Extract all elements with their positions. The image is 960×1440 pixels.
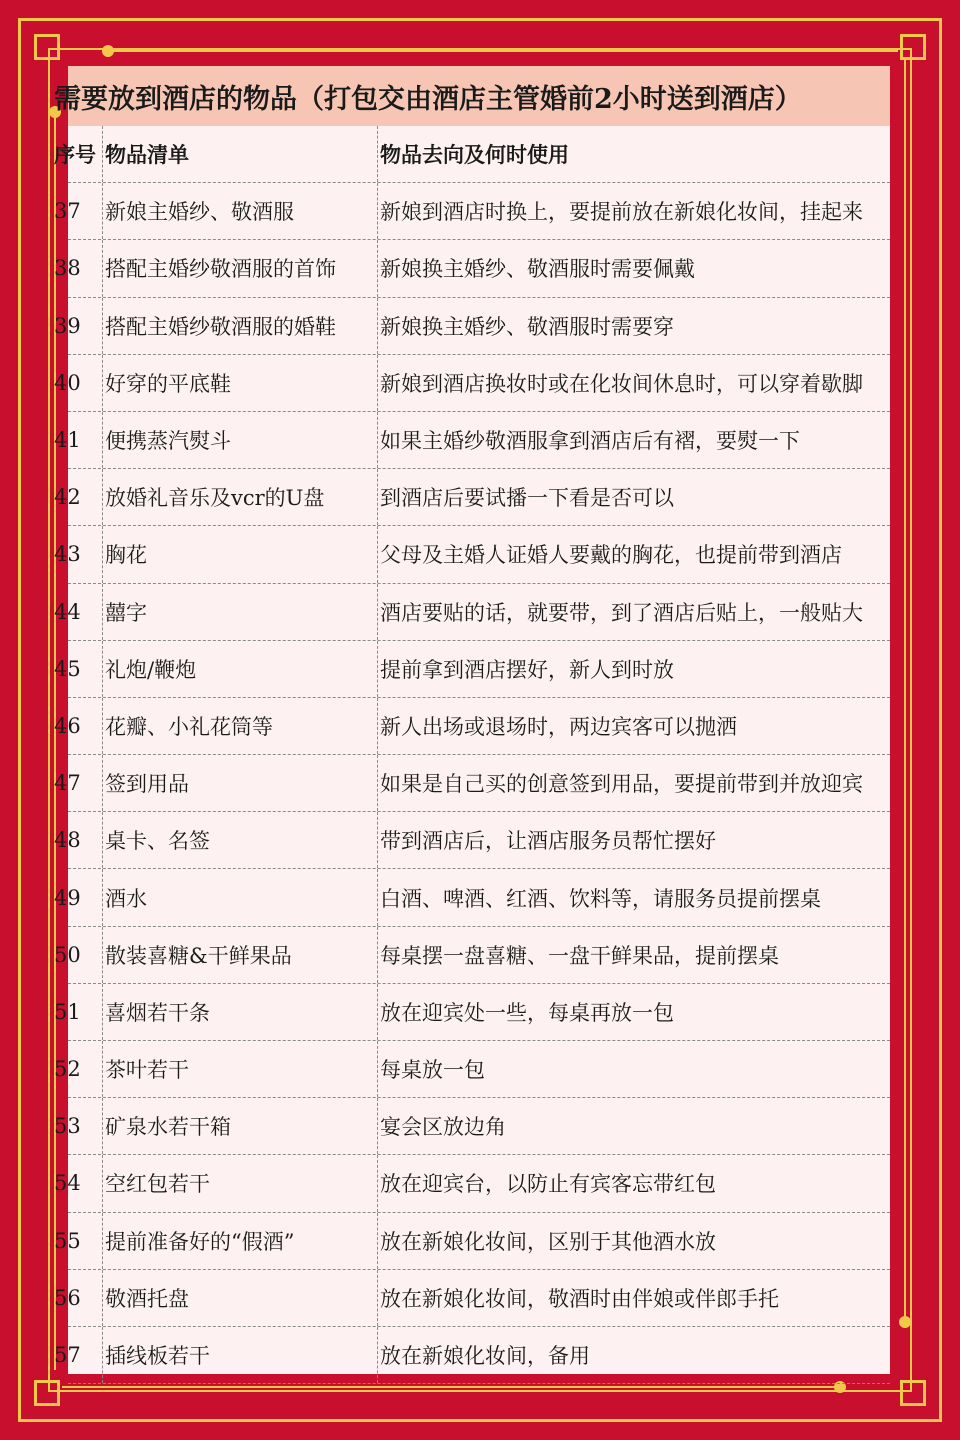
item-usage: 放在迎宾处一些，每桌再放一包 xyxy=(377,984,893,1040)
title-bar xyxy=(54,66,890,126)
item-usage: 放在新娘化妆间，敬酒时由伴娘或伴郎手托 xyxy=(377,1270,893,1326)
table-row xyxy=(54,469,890,526)
item-name: 礼炮/鞭炮 xyxy=(102,641,377,697)
item-usage: 宴会区放边角 xyxy=(377,1098,893,1154)
table-row xyxy=(54,984,890,1041)
table-row xyxy=(54,812,890,869)
row-number: 49 xyxy=(54,885,81,910)
item-usage: 到酒店后要试播一下看是否可以 xyxy=(377,469,893,525)
table-row xyxy=(54,1041,890,1098)
header-num: 序号 xyxy=(54,143,96,168)
item-usage: 带到酒店后，让酒店服务员帮忙摆好 xyxy=(377,812,893,868)
table-row xyxy=(54,869,890,926)
item-usage: 每桌放一包 xyxy=(377,1041,893,1097)
row-number: 39 xyxy=(54,313,81,338)
bottom-gold-line xyxy=(62,1386,842,1388)
item-usage: 如果主婚纱敬酒服拿到酒店后有褶，要熨一下 xyxy=(377,412,893,468)
table-row xyxy=(54,298,890,355)
corner-ornament xyxy=(34,34,60,60)
row-number: 50 xyxy=(54,942,81,967)
page-title: 需要放到酒店的物品（打包交由酒店主管婚前2小时送到酒店） xyxy=(54,83,802,115)
row-number: 51 xyxy=(54,999,81,1024)
row-number: 37 xyxy=(54,199,81,224)
item-usage: 提前拿到酒店摆好，新人到时放 xyxy=(377,641,893,697)
item-name: 新娘主婚纱、敬酒服 xyxy=(102,183,377,239)
item-name: 好穿的平底鞋 xyxy=(102,355,377,411)
table-header xyxy=(54,126,890,183)
item-name: 提前准备好的“假酒” xyxy=(102,1213,377,1269)
item-name: 放婚礼音乐及vcr的U盘 xyxy=(102,469,377,525)
header-use: 物品去向及何时使用 xyxy=(377,126,893,182)
item-name: 桌卡、名签 xyxy=(102,812,377,868)
checklist-sheet xyxy=(54,66,890,1374)
table-row xyxy=(54,755,890,812)
item-name: 酒水 xyxy=(102,869,377,925)
item-name: 便携蒸汽熨斗 xyxy=(102,412,377,468)
table-row xyxy=(54,1327,890,1384)
table-row xyxy=(54,412,890,469)
header-item: 物品清单 xyxy=(102,126,377,182)
item-name: 喜烟若干条 xyxy=(102,984,377,1040)
table-row xyxy=(54,1213,890,1270)
row-number: 52 xyxy=(54,1057,81,1082)
items-table xyxy=(54,126,890,1384)
table-row xyxy=(54,183,890,240)
table-row xyxy=(54,1155,890,1212)
corner-ornament xyxy=(900,1380,926,1406)
item-name: 签到用品 xyxy=(102,755,377,811)
item-usage: 新娘换主婚纱、敬酒服时需要穿 xyxy=(377,298,893,354)
table-row xyxy=(54,1098,890,1155)
row-number: 43 xyxy=(54,542,81,567)
row-number: 46 xyxy=(54,713,81,738)
item-usage: 酒店要贴的话，就要带，到了酒店后贴上，一般贴大 xyxy=(377,584,893,640)
item-usage: 新娘换主婚纱、敬酒服时需要佩戴 xyxy=(377,240,893,296)
item-usage: 新人出场或退场时，两边宾客可以抛洒 xyxy=(377,698,893,754)
table-row xyxy=(54,1270,890,1327)
row-number: 55 xyxy=(54,1228,81,1253)
item-name: 矿泉水若干箱 xyxy=(102,1098,377,1154)
corner-ornament xyxy=(900,34,926,60)
table-row xyxy=(54,698,890,755)
item-usage: 白酒、啤酒、红酒、饮料等，请服务员提前摆桌 xyxy=(377,869,893,925)
item-usage: 每桌摆一盘喜糖、一盘干鲜果品，提前摆桌 xyxy=(377,927,893,983)
gold-dot xyxy=(899,1316,911,1328)
item-name: 插线板若干 xyxy=(102,1327,377,1383)
row-number: 53 xyxy=(54,1114,81,1139)
item-name: 敬酒托盘 xyxy=(102,1270,377,1326)
item-name: 散装喜糖&干鲜果品 xyxy=(102,927,377,983)
table-row xyxy=(54,355,890,412)
row-number: 44 xyxy=(54,599,81,624)
top-gold-line xyxy=(108,50,898,52)
item-name: 茶叶若干 xyxy=(102,1041,377,1097)
item-usage: 新娘到酒店时换上，要提前放在新娘化妆间，挂起来 xyxy=(377,183,893,239)
row-number: 54 xyxy=(54,1171,81,1196)
gold-dot xyxy=(102,45,114,57)
row-number: 40 xyxy=(54,370,81,395)
row-number: 38 xyxy=(54,256,81,281)
item-usage: 放在迎宾台，以防止有宾客忘带红包 xyxy=(377,1155,893,1211)
item-usage: 父母及主婚人证婚人要戴的胸花，也提前带到酒店 xyxy=(377,526,893,582)
item-name: 空红包若干 xyxy=(102,1155,377,1211)
table-row xyxy=(54,584,890,641)
item-name: 搭配主婚纱敬酒服的首饰 xyxy=(102,240,377,296)
table-row xyxy=(54,526,890,583)
item-usage: 放在新娘化妆间，区别于其他酒水放 xyxy=(377,1213,893,1269)
item-name: 囍字 xyxy=(102,584,377,640)
item-name: 花瓣、小礼花筒等 xyxy=(102,698,377,754)
row-number: 41 xyxy=(54,428,81,453)
item-name: 搭配主婚纱敬酒服的婚鞋 xyxy=(102,298,377,354)
corner-ornament xyxy=(34,1380,60,1406)
row-number: 48 xyxy=(54,828,81,853)
item-name: 胸花 xyxy=(102,526,377,582)
item-usage: 新娘到酒店换妆时或在化妆间休息时，可以穿着歇脚 xyxy=(377,355,893,411)
table-row xyxy=(54,240,890,297)
table-row xyxy=(54,927,890,984)
row-number: 45 xyxy=(54,656,81,681)
right-gold-line xyxy=(904,60,906,1320)
row-number: 57 xyxy=(54,1343,81,1368)
row-number: 42 xyxy=(54,485,81,510)
table-row xyxy=(54,641,890,698)
row-number: 47 xyxy=(54,771,81,796)
item-usage: 放在新娘化妆间，备用 xyxy=(377,1327,893,1383)
row-number: 56 xyxy=(54,1285,81,1310)
item-usage: 如果是自己买的创意签到用品，要提前带到并放迎宾 xyxy=(377,755,893,811)
